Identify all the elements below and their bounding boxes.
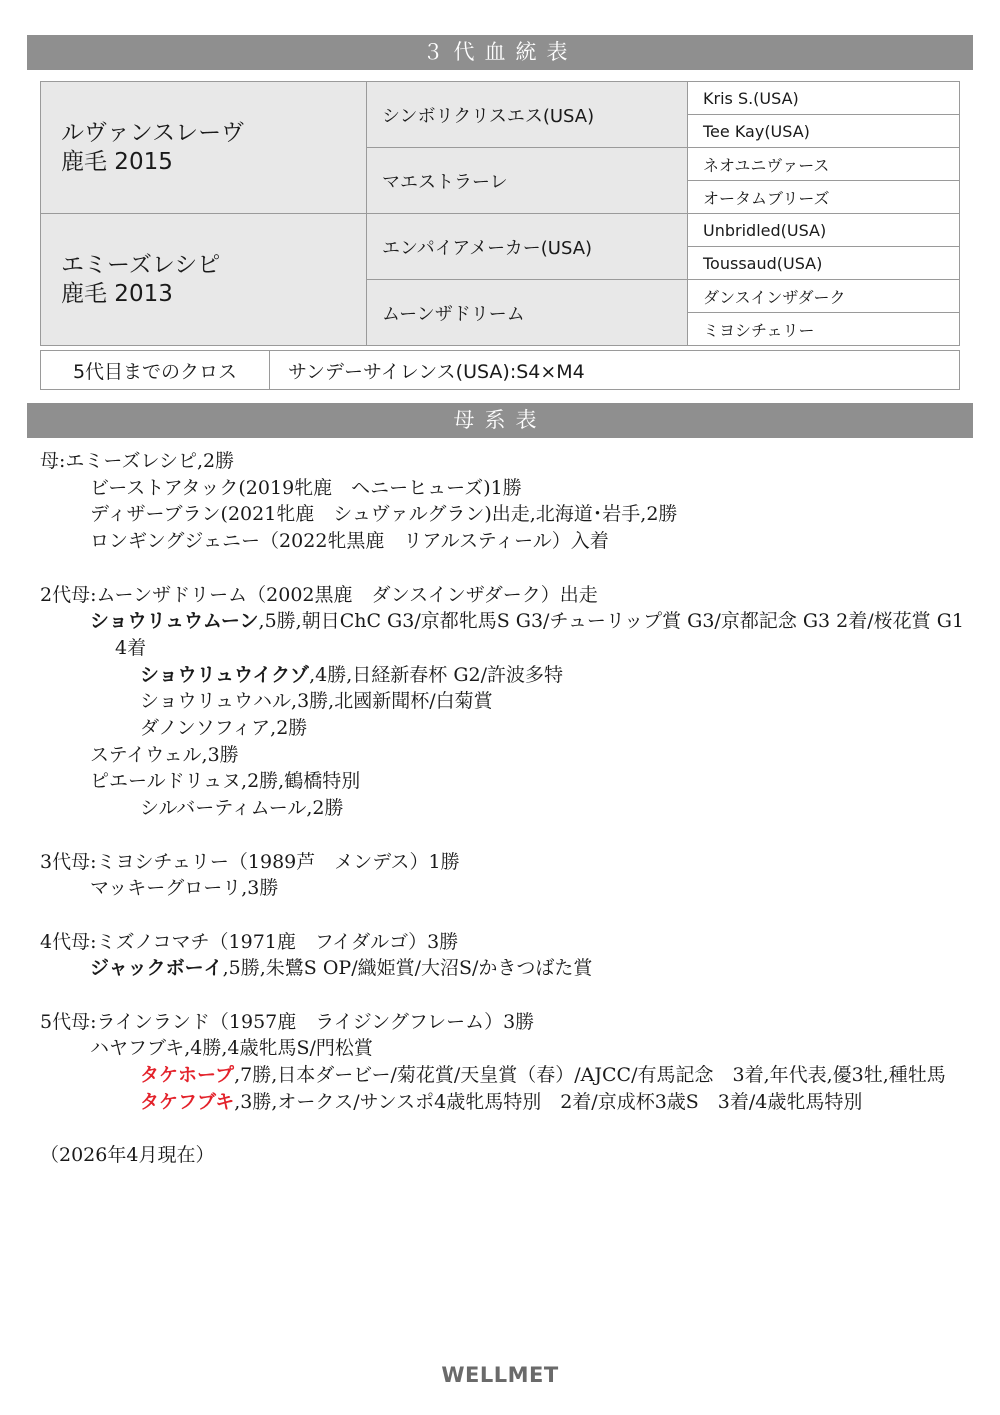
list-item-shouryu-haru: ショウリュウハル,3勝,北國新聞杯/白菊賞: [140, 690, 493, 713]
gen3-cell-4: オータムブリーズ: [688, 181, 960, 214]
cross-table: [40, 350, 960, 390]
pedigree-table: [40, 81, 960, 346]
spacer: [40, 982, 965, 1009]
list-item-silver: シルバーティムール,2勝: [140, 797, 344, 820]
dam-foal-1: ビーストアタック(2019牝鹿 ヘニーヒューズ)1勝: [90, 476, 522, 499]
fourth-dam-line: 4代母:ミズノコマチ（1971鹿 フイダルゴ）3勝: [40, 930, 459, 953]
dam-foal-2: ディザーブラン(2021牝鹿 シュヴァルグラン)出走,北海道･岩手,2勝: [90, 503, 678, 526]
dam-name: エミーズレシピ: [61, 251, 221, 278]
sire-cell: [41, 82, 367, 214]
horse-name-jack: ジャックボーイ: [90, 957, 223, 980]
dam-foal-3: ロンギングジェニー（2022牝黒鹿 リアルスティール）入着: [90, 530, 609, 553]
gen3-cell-5: Unbridled(USA): [688, 214, 960, 247]
spacer: [40, 555, 965, 582]
list-item-danon-sophia: ダノンソフィア,2勝: [140, 717, 308, 740]
third-dam-line: 3代母:ミヨシチェリー（1989芦 メンデス）1勝: [40, 850, 460, 873]
sire-sire-cell: シンボリクリスエス(USA): [367, 82, 688, 148]
horse-name-shouryu-moon: ショウリュウムーン: [90, 610, 259, 633]
horse-record-shouryu-ikuzo: ,4勝,日経新春杯 G2/許波多特: [309, 663, 563, 686]
list-item-shouryu-ikuzo: [40, 662, 965, 689]
list-item-pierre: ピエールドリュヌ,2勝,鶴橋特別: [90, 770, 361, 793]
dam-dam-cell: ムーンザドリーム: [367, 280, 688, 346]
female-family-section-header: 母系表: [27, 403, 973, 438]
list-item-steivel: ステイウェル,3勝: [90, 743, 239, 766]
dam-desc: 鹿毛 2013: [61, 280, 173, 307]
cross-label: 5代目までのクロス: [41, 351, 270, 390]
gen3-cell-6: Toussaud(USA): [688, 247, 960, 280]
fifth-dam-line: 5代母:ラインランド（1957鹿 ライジングフレーム）3勝: [40, 1010, 535, 1033]
gen3-cell-7: ダンスインザダーク: [688, 280, 960, 313]
gen3-cell-3: ネオユニヴァース: [688, 148, 960, 181]
female-family-list: [40, 448, 965, 1169]
list-item-mackey: マッキーグローリ,3勝: [90, 877, 279, 900]
dam-line: 母:エミーズレシピ,2勝: [40, 450, 235, 472]
horse-record-take-hope: ,7勝,日本ダービー/菊花賞/天皇賞（春）/AJCC/有馬記念 3着,年代表,優3牡,種牡馬: [234, 1064, 946, 1087]
horse-record-shouryu-moon: ,5勝,朝日ChC G3/京都牝馬S G3/チューリップ賞 G3/京都記念 G3 2着/桜花賞 G1 4着: [115, 610, 964, 659]
horse-name-take-hope: タケホープ: [140, 1064, 235, 1087]
cross-value: サンデーサイレンス(USA):S4×M4: [270, 351, 960, 390]
horse-name-shouryu-ikuzo: ショウリュウイクゾ: [140, 663, 310, 686]
list-item-hayafubuki: ハヤフブキ,4勝,4歳牝馬S/門松賞: [90, 1037, 373, 1060]
list-item-jack: [40, 955, 965, 982]
list-item-shouryu-moon: [40, 608, 965, 661]
pedigree-section-header: ３代血統表: [27, 35, 973, 70]
brand-logo: WELLMET: [441, 1363, 559, 1387]
spacer: [40, 822, 965, 849]
gen3-cell-1: Kris S.(USA): [688, 82, 960, 115]
list-item-take-fubuki: [40, 1089, 965, 1116]
gen3-cell-8: ミヨシチェリー: [688, 313, 960, 346]
sire-desc: 鹿毛 2015: [61, 148, 173, 175]
horse-record-take-fubuki: ,3勝,オークス/サンスポ4歳牝馬特別 2着/京成杯3歳S 3着/4歳牝馬特別: [234, 1090, 863, 1113]
spacer: [40, 902, 965, 929]
spacer: [40, 1116, 965, 1143]
sire-name: ルヴァンスレーヴ: [61, 119, 245, 146]
horse-name-take-fubuki: タケフブキ: [140, 1090, 235, 1113]
list-item-take-hope: [40, 1062, 965, 1089]
horse-record-jack: ,5勝,朱鷺S OP/織姫賞/大沼S/かきつばた賞: [222, 957, 593, 980]
dam-cell: [41, 214, 367, 346]
second-dam-line: 2代母:ムーンザドリーム（2002黒鹿 ダンスインザダーク）出走: [40, 583, 598, 606]
as-of-date: （2026年4月現在）: [40, 1144, 215, 1167]
dam-sire-cell: エンパイアメーカー(USA): [367, 214, 688, 280]
gen3-cell-2: Tee Kay(USA): [688, 115, 960, 148]
sire-dam-cell: マエストラーレ: [367, 148, 688, 214]
